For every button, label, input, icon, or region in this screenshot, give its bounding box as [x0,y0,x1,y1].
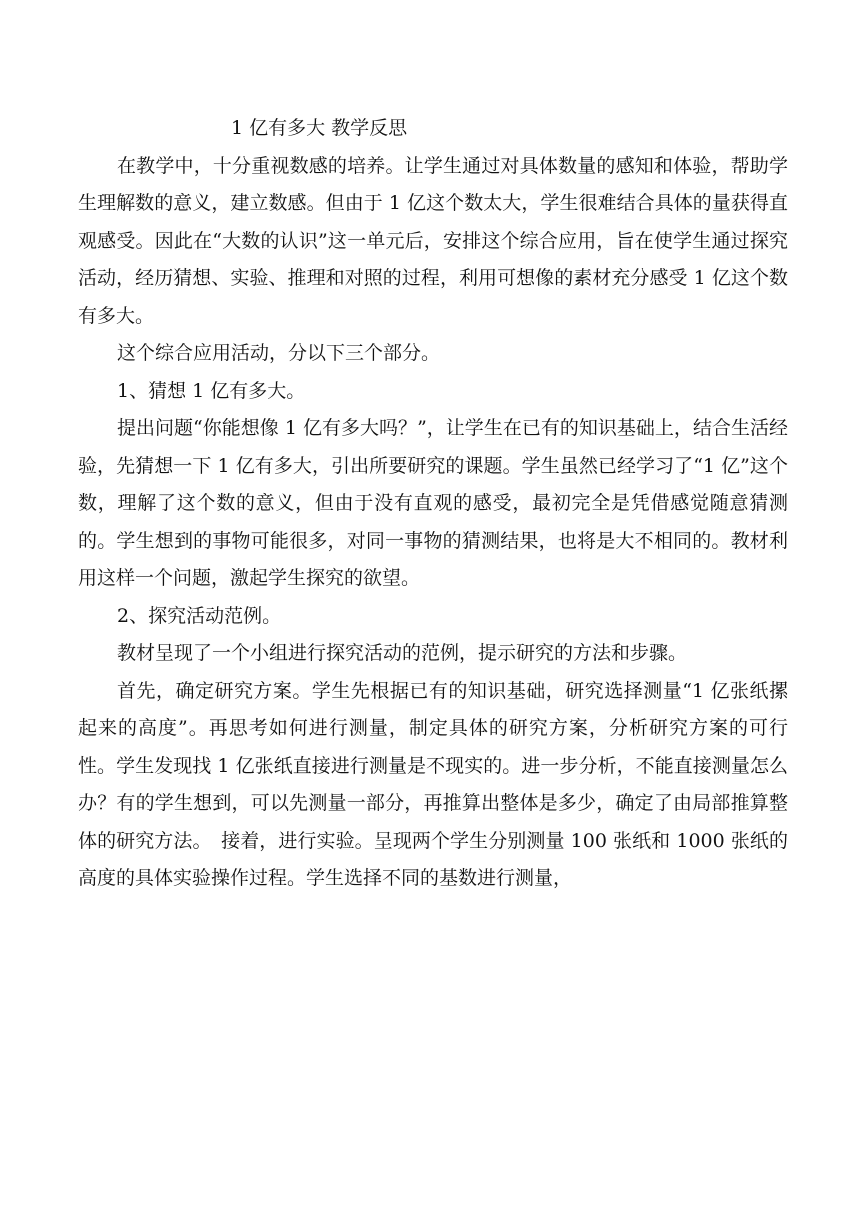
paragraph-overview: 这个综合应用活动，分以下三个部分。 [117,342,441,364]
paragraph-guess: 提出问题“你能想像 1 亿有多大吗？”，让学生在已有的知识基础上，结合生活经验，先猜想一下 1 亿有多大，引出所要研究的课题。学生虽然已经学习了“1 亿”这个数，理解了这个数的意义，但由于没有直观的感受，最初完全是凭借感觉随意猜测的。学生想到的事物可能很多，对同一事物的猜测结果，也将是大不相同的。教材利用这样一个问题，激起学生探究的欲望。 [78,417,788,589]
section-heading-1: 1、猜想 1 亿有多大。 [117,379,306,402]
document-body [78,110,788,898]
paragraph-research-plan: 首先，确定研究方案。学生先根据已有的知识基础，研究选择测量“1 亿张纸摞起来的高度”。再思考如何进行测量，制定具体的研究方案，分析研究方案的可行性。学生发现找 1 亿张纸直接进行测量是不现实的。进一步分析，不能直接测量怎么办？有的学生想到，可以先测量一部分，再推算出整体是多少，确定了由局部推算整体的研究方法。 接着，进行实验。呈现两个学生分别测量 100 张纸和 1000 张纸的高度的具体实验操作过程。学生选择不同的基数进行测量， [78,679,788,889]
paragraph-example-intro: 教材呈现了一个小组进行探究活动的范例，提示研究的方法和步骤。 [117,642,688,664]
paragraph-intro: 在教学中，十分重视数感的培养。让学生通过对具体数量的感知和体验，帮助学生理解数的意义，建立数感。但由于 1 亿这个数太大，学生很难结合具体的量获得直观感受。因此在“大数的认识”这一单元后，安排这个综合应用，旨在使学生通过探究活动，经历猜想、实验、推理和对照的过程，利用可想像的素材充分感受 1 亿这个数有多大。 [78,154,788,327]
document-title: 1 亿有多大 教学反思 [231,117,408,139]
section-heading-2: 2、探究活动范例。 [117,604,282,627]
